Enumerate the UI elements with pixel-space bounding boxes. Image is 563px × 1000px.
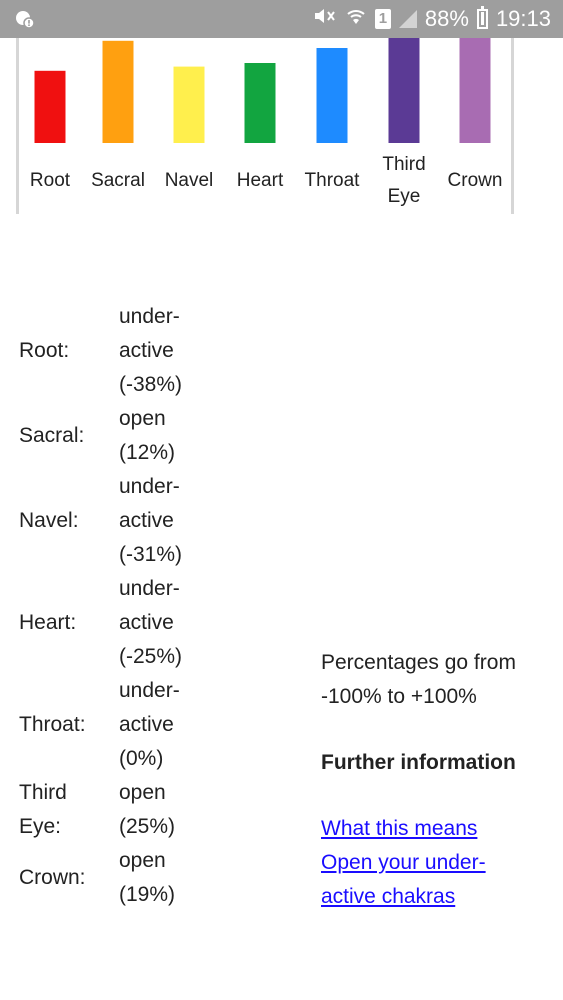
mute-vibrate-icon: [313, 6, 337, 32]
chakra-status: under- active (-25%): [119, 577, 183, 668]
chakra-status-row: [19, 776, 299, 844]
wifi-icon: [345, 6, 367, 32]
chakra-name: Heart:: [19, 611, 77, 634]
chakra-bar-chart: [0, 38, 563, 214]
chakra-status: open (19%): [119, 849, 176, 906]
bar-label: Heart: [236, 170, 284, 191]
bar-label: Crown: [447, 170, 503, 191]
bar-label: Third: [382, 154, 426, 175]
chakra-name: Root:: [19, 339, 70, 362]
bar-label: Throat: [304, 170, 360, 191]
battery-percent: 88%: [424, 6, 469, 31]
chakra-status-row: [19, 402, 299, 470]
chakra-status-row: [19, 844, 299, 912]
bar-root: [35, 71, 66, 143]
chakra-status-row: [19, 300, 299, 402]
chakra-name: Crown:: [19, 866, 86, 889]
chakra-status: under- active (0%): [119, 679, 180, 770]
chakra-name: Navel:: [19, 509, 79, 532]
bar-label: Sacral: [91, 170, 145, 191]
chakra-name: Third Eye:: [19, 781, 67, 838]
chakra-name: Throat:: [19, 713, 86, 736]
bar-label: Root: [29, 170, 71, 191]
bar-third-eye: [389, 38, 420, 143]
battery-icon: [477, 9, 488, 29]
signal-icon: [399, 10, 417, 28]
range-note: Percentages go from -100% to +100%: [321, 651, 516, 708]
info-links: [321, 812, 551, 914]
sim-icon: 1: [375, 9, 391, 29]
bar-throat: [317, 48, 348, 143]
open-chakras-link[interactable]: Open your under- active chakras: [321, 851, 486, 908]
bar-label: Eye: [387, 186, 421, 207]
chakra-status-row: [19, 470, 299, 572]
what-this-means-link[interactable]: What this means: [321, 817, 478, 840]
chakra-status: under- active (-31%): [119, 475, 183, 566]
clock: 19:13: [495, 6, 551, 31]
info-panel: [321, 646, 551, 914]
bar-sacral: [103, 41, 134, 143]
notification-icon: [14, 8, 36, 30]
bar-navel: [174, 67, 205, 143]
chakra-status-row: [19, 572, 299, 674]
bar-heart: [245, 63, 276, 143]
chakra-status: open (12%): [119, 407, 176, 464]
further-information-heading: Further information: [321, 751, 516, 774]
chakra-status: open (25%): [119, 781, 176, 838]
bar-crown: [460, 38, 491, 143]
chakra-status: under- active (-38%): [119, 305, 183, 396]
status-bar: [0, 0, 563, 38]
chakra-status-row: [19, 674, 299, 776]
bar-label: Navel: [164, 170, 214, 191]
chakra-status-list: [19, 300, 299, 912]
chakra-name: Sacral:: [19, 424, 85, 447]
